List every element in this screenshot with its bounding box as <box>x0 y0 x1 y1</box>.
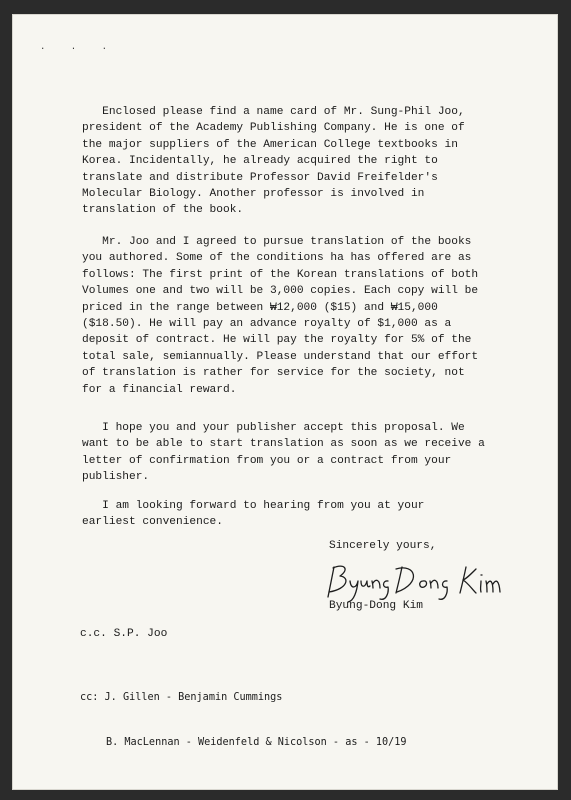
letter-page <box>12 14 558 790</box>
signer-name: Byung-Dong Kim <box>329 600 423 612</box>
paragraph-1: Enclosed please find a name card of Mr. Sung-Phil Joo, president of the Academy Publishing Company. He is one of the major suppliers of the American College textbooks in Korea. Incidentally, he already acquired the right to translate and distribute Professor David Freifelder's Molecular Biology. Another professor is involved in translation of the book. <box>82 106 465 217</box>
paragraph-2: Mr. Joo and I agreed to pursue translation of the books you authored. Some of the conditions ha has offered are as follows: The first print of the Korean translations of both Volumes one and two will be 3,000 copies. Each copy will be priced in the range between ₩12,000 ($15) and ₩15,000 ($18.50). He will pay an advance royalty of $1,000 as a deposit of contract. He will pay the royalty for 5% of the total sale, semiannually. Please understand that our effort of translation is rather for service for the society, not for a financial reward. <box>82 236 479 396</box>
paragraph-4: I am looking forward to hearing from you at your earliest convenience. <box>82 500 425 529</box>
carbon-copy-list <box>80 660 407 780</box>
closing-salutation: Sincerely yours, <box>329 540 437 552</box>
paragraph-3: I hope you and your publisher accept this proposal. We want to be able to start translation as soon as we receive a letter of confirmation from you or a contract from your publisher. <box>82 422 485 484</box>
cc-recipient-2: B. MacLennan - Weidenfeld & Nicolson - as - 10/19 <box>106 737 407 748</box>
handwritten-signature <box>320 559 510 603</box>
cc-recipient-1: J. Gillen - Benjamin Cummings <box>104 692 283 703</box>
paper-specks: · · · <box>40 44 118 54</box>
cc-label: cc: <box>80 692 99 703</box>
carbon-copy-line: c.c. S.P. Joo <box>80 628 168 640</box>
